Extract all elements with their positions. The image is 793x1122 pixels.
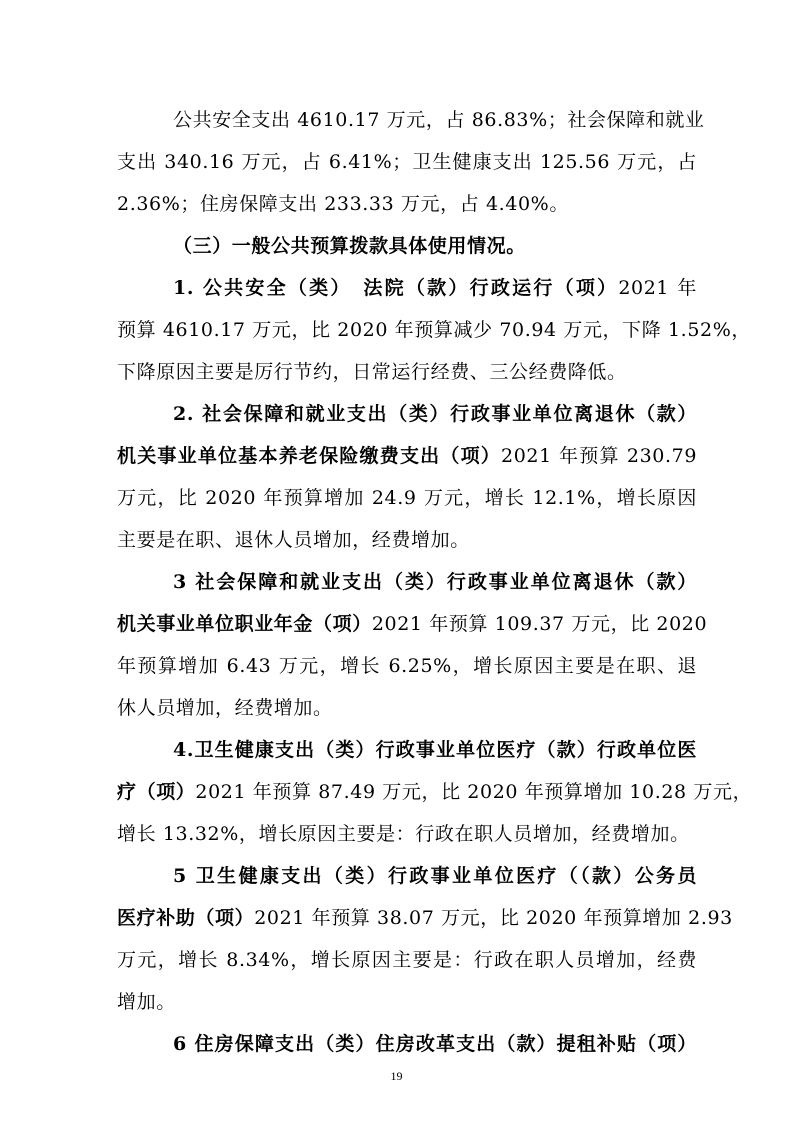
item4-line-2: [117, 777, 753, 807]
intro-line-2: 支出 340.16 万元，占 6.41%；卫生健康支出 125.56 万元，占: [117, 151, 697, 173]
intro-line-3: 2.36%；住房保障支出 233.33 万元，占 4.40%。: [117, 193, 569, 215]
item5-line-2: [117, 903, 733, 933]
item5-line-4: 增加。: [117, 991, 176, 1013]
item6-title-line-1: 6 住房保障支出（类）住房改革支出（款）提租补贴（项）: [173, 1033, 697, 1055]
item3-line-3: 年预算增加 6.43 万元，增长 6.25%，增长原因主要是在职、退: [117, 655, 697, 677]
item4-title-line-1: 4.卫生健康支出（类）行政事业单位医疗（款）行政单位医: [173, 739, 697, 761]
item5-line-2-rest: 2021 年预算 38.07 万元，比 2020 年预算增加 2.93: [254, 907, 733, 929]
item5-title-line-1: 5 卫生健康支出（类）行政事业单位医疗（（款）公务员: [173, 865, 697, 887]
item3-title-line-1: 3 社会保障和就业支出（类）行政事业单位离退休（款）: [173, 571, 697, 593]
item1-title: 1. 公共安全（类） 法院（款）行政运行（项）: [173, 277, 619, 299]
section-heading: （三）一般公共预算拨款具体使用情况。: [173, 235, 526, 257]
page-number: 19: [390, 1069, 403, 1083]
item2-title-line-1: 2. 社会保障和就业支出（类）行政事业单位离退休（款）: [173, 403, 697, 425]
item5-title-line-2: 医疗补助（项）: [117, 907, 255, 929]
item4-line-2-rest: 2021 年预算 87.49 万元，比 2020 年预算增加 10.28 万元，: [195, 781, 753, 803]
item1-line-1-rest: 2021 年: [618, 277, 697, 299]
item2-line-2-rest: 2021 年预算 230.79: [501, 445, 698, 467]
item4-line-3: 增长 13.32%，增长原因主要是：行政在职人员增加，经费增加。: [117, 823, 690, 845]
item1-line-2: 预算 4610.17 万元，比 2020 年预算减少 70.94 万元，下降 1.52%，: [117, 319, 751, 341]
item5-line-3: 万元，增长 8.34%，增长原因主要是：行政在职人员增加，经费: [117, 949, 697, 971]
item3-line-4: 休人员增加，经费增加。: [117, 697, 333, 719]
item2-line-4: 主要是在职、退休人员增加，经费增加。: [117, 529, 470, 551]
item2-line-2: [117, 441, 697, 471]
item4-title-line-2: 疗（项）: [117, 781, 196, 803]
item1-line-1: [173, 273, 697, 303]
item2-title-line-2: 机关事业单位基本养老保险缴费支出（项）: [117, 445, 502, 467]
item2-line-3: 万元，比 2020 年预算增加 24.9 万元，增长 12.1%，增长原因: [117, 487, 697, 509]
item3-line-2: [117, 609, 708, 639]
item3-title-line-2: 机关事业单位职业年金（项）: [117, 613, 372, 635]
intro-line-1: 公共安全支出 4610.17 万元，占 86.83%；社会保障和就业: [173, 109, 705, 131]
item3-line-2-rest: 2021 年预算 109.37 万元，比 2020: [371, 613, 708, 635]
item1-line-3: 下降原因主要是厉行节约，日常运行经费、三公经费降低。: [117, 361, 627, 383]
